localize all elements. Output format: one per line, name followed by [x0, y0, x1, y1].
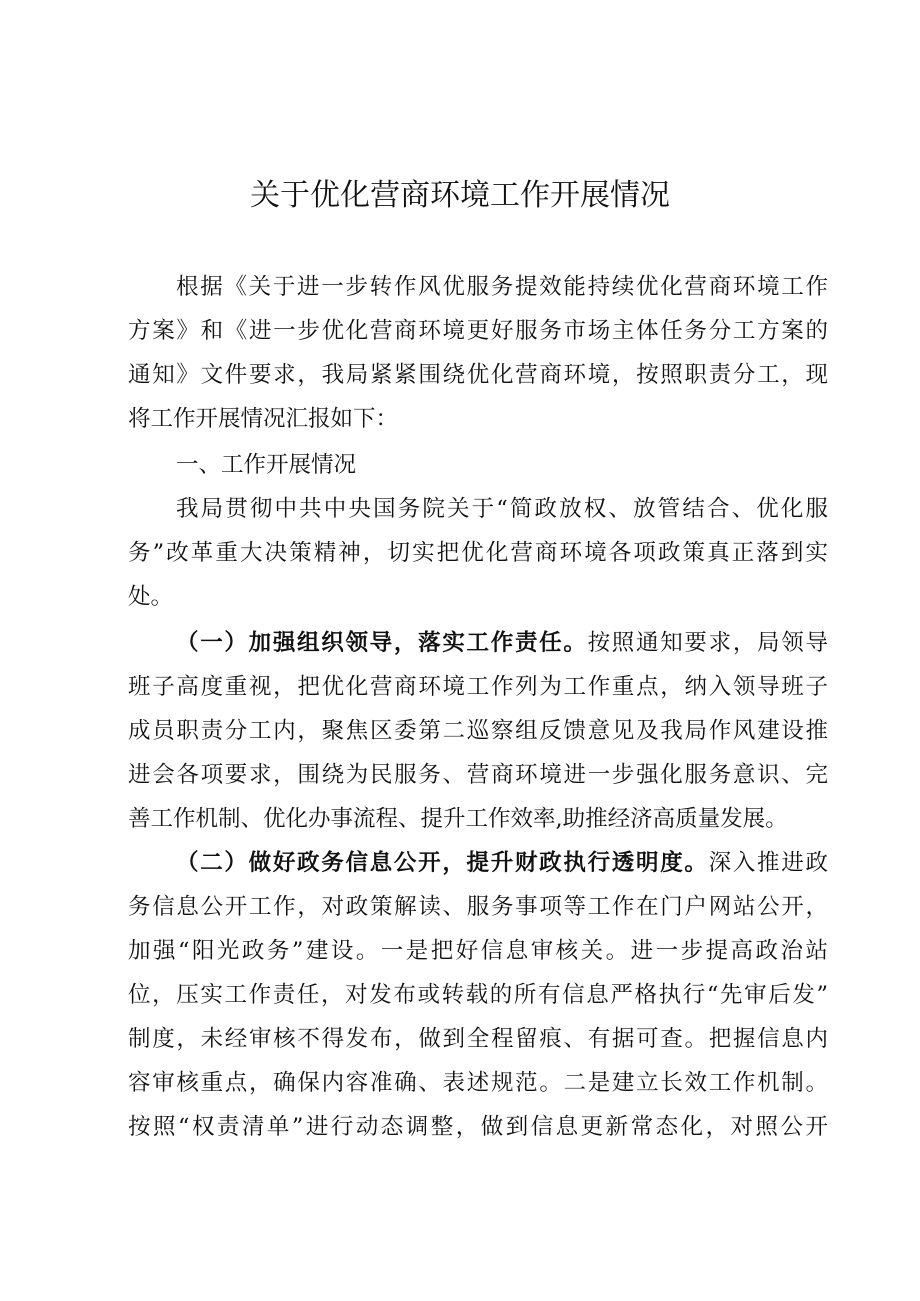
subsection-first-line: [176, 628, 828, 658]
paragraph-line: 务”改革重大决策精神，切实把优化营商环境各项政策真正落到实: [128, 540, 828, 566]
paragraph-line: 进会各项要求，围绕为民服务、营商环境进一步强化服务意识、完: [128, 762, 828, 788]
paragraph-line: 成员职责分工内，聚焦区委第二巡察组反馈意见及我局作风建设推: [128, 718, 828, 744]
intro-line: 通知》文件要求，我局紧紧围绕优化营商环境，按照职责分工，现: [128, 362, 828, 388]
paragraph-line: 务信息公开工作，对政策解读、服务事项等工作在门户网站公开，: [128, 894, 828, 920]
paragraph-line: 善工作机制、优化办事流程、提升工作效率,助推经济高质量发展。: [128, 806, 788, 832]
paragraph-line: 位，压实工作责任，对发布或转载的所有信息严格执行“先审后发”: [128, 982, 828, 1008]
section-heading: 一、工作开展情况: [176, 452, 357, 478]
subsection-text: 按照通知要求，局领导: [587, 630, 828, 656]
intro-line: 方案》和《进一步优化营商环境更好服务市场主体任务分工方案的: [128, 318, 828, 344]
subsection-heading: （一）加强组织领导，落实工作责任。: [176, 630, 588, 656]
intro-line: 将工作开展情况汇报如下：: [128, 406, 399, 432]
paragraph-line: 按照“权责清单”进行动态调整，做到信息更新常态化，对照公开: [128, 1114, 828, 1140]
paragraph-line: 容审核重点，确保内容准确、表述规范。二是建立长效工作机制。: [128, 1070, 828, 1096]
paragraph-line: 制度，未经审核不得发布，做到全程留痕、有据可查。把握信息内: [128, 1026, 828, 1052]
subsection-first-line: [176, 848, 828, 878]
paragraph-line: 我局贯彻中共中央国务院关于“简政放权、放管结合、优化服: [176, 496, 828, 522]
intro-line: 根据《关于进一步转作风优服务提效能持续优化营商环境工作: [176, 274, 828, 300]
paragraph-line: 处。: [128, 584, 174, 610]
paragraph-line: 班子高度重视，把优化营商环境工作列为工作重点，纳入领导班子: [128, 674, 828, 700]
document-title: 关于优化营商环境工作开展情况: [250, 178, 670, 213]
paragraph-line: 加强“阳光政务”建设。一是把好信息审核关。进一步提高政治站: [128, 938, 828, 964]
subsection-heading: （二）做好政务信息公开，提升财政执行透明度。: [176, 850, 709, 876]
subsection-text: 深入推进政: [708, 850, 828, 876]
